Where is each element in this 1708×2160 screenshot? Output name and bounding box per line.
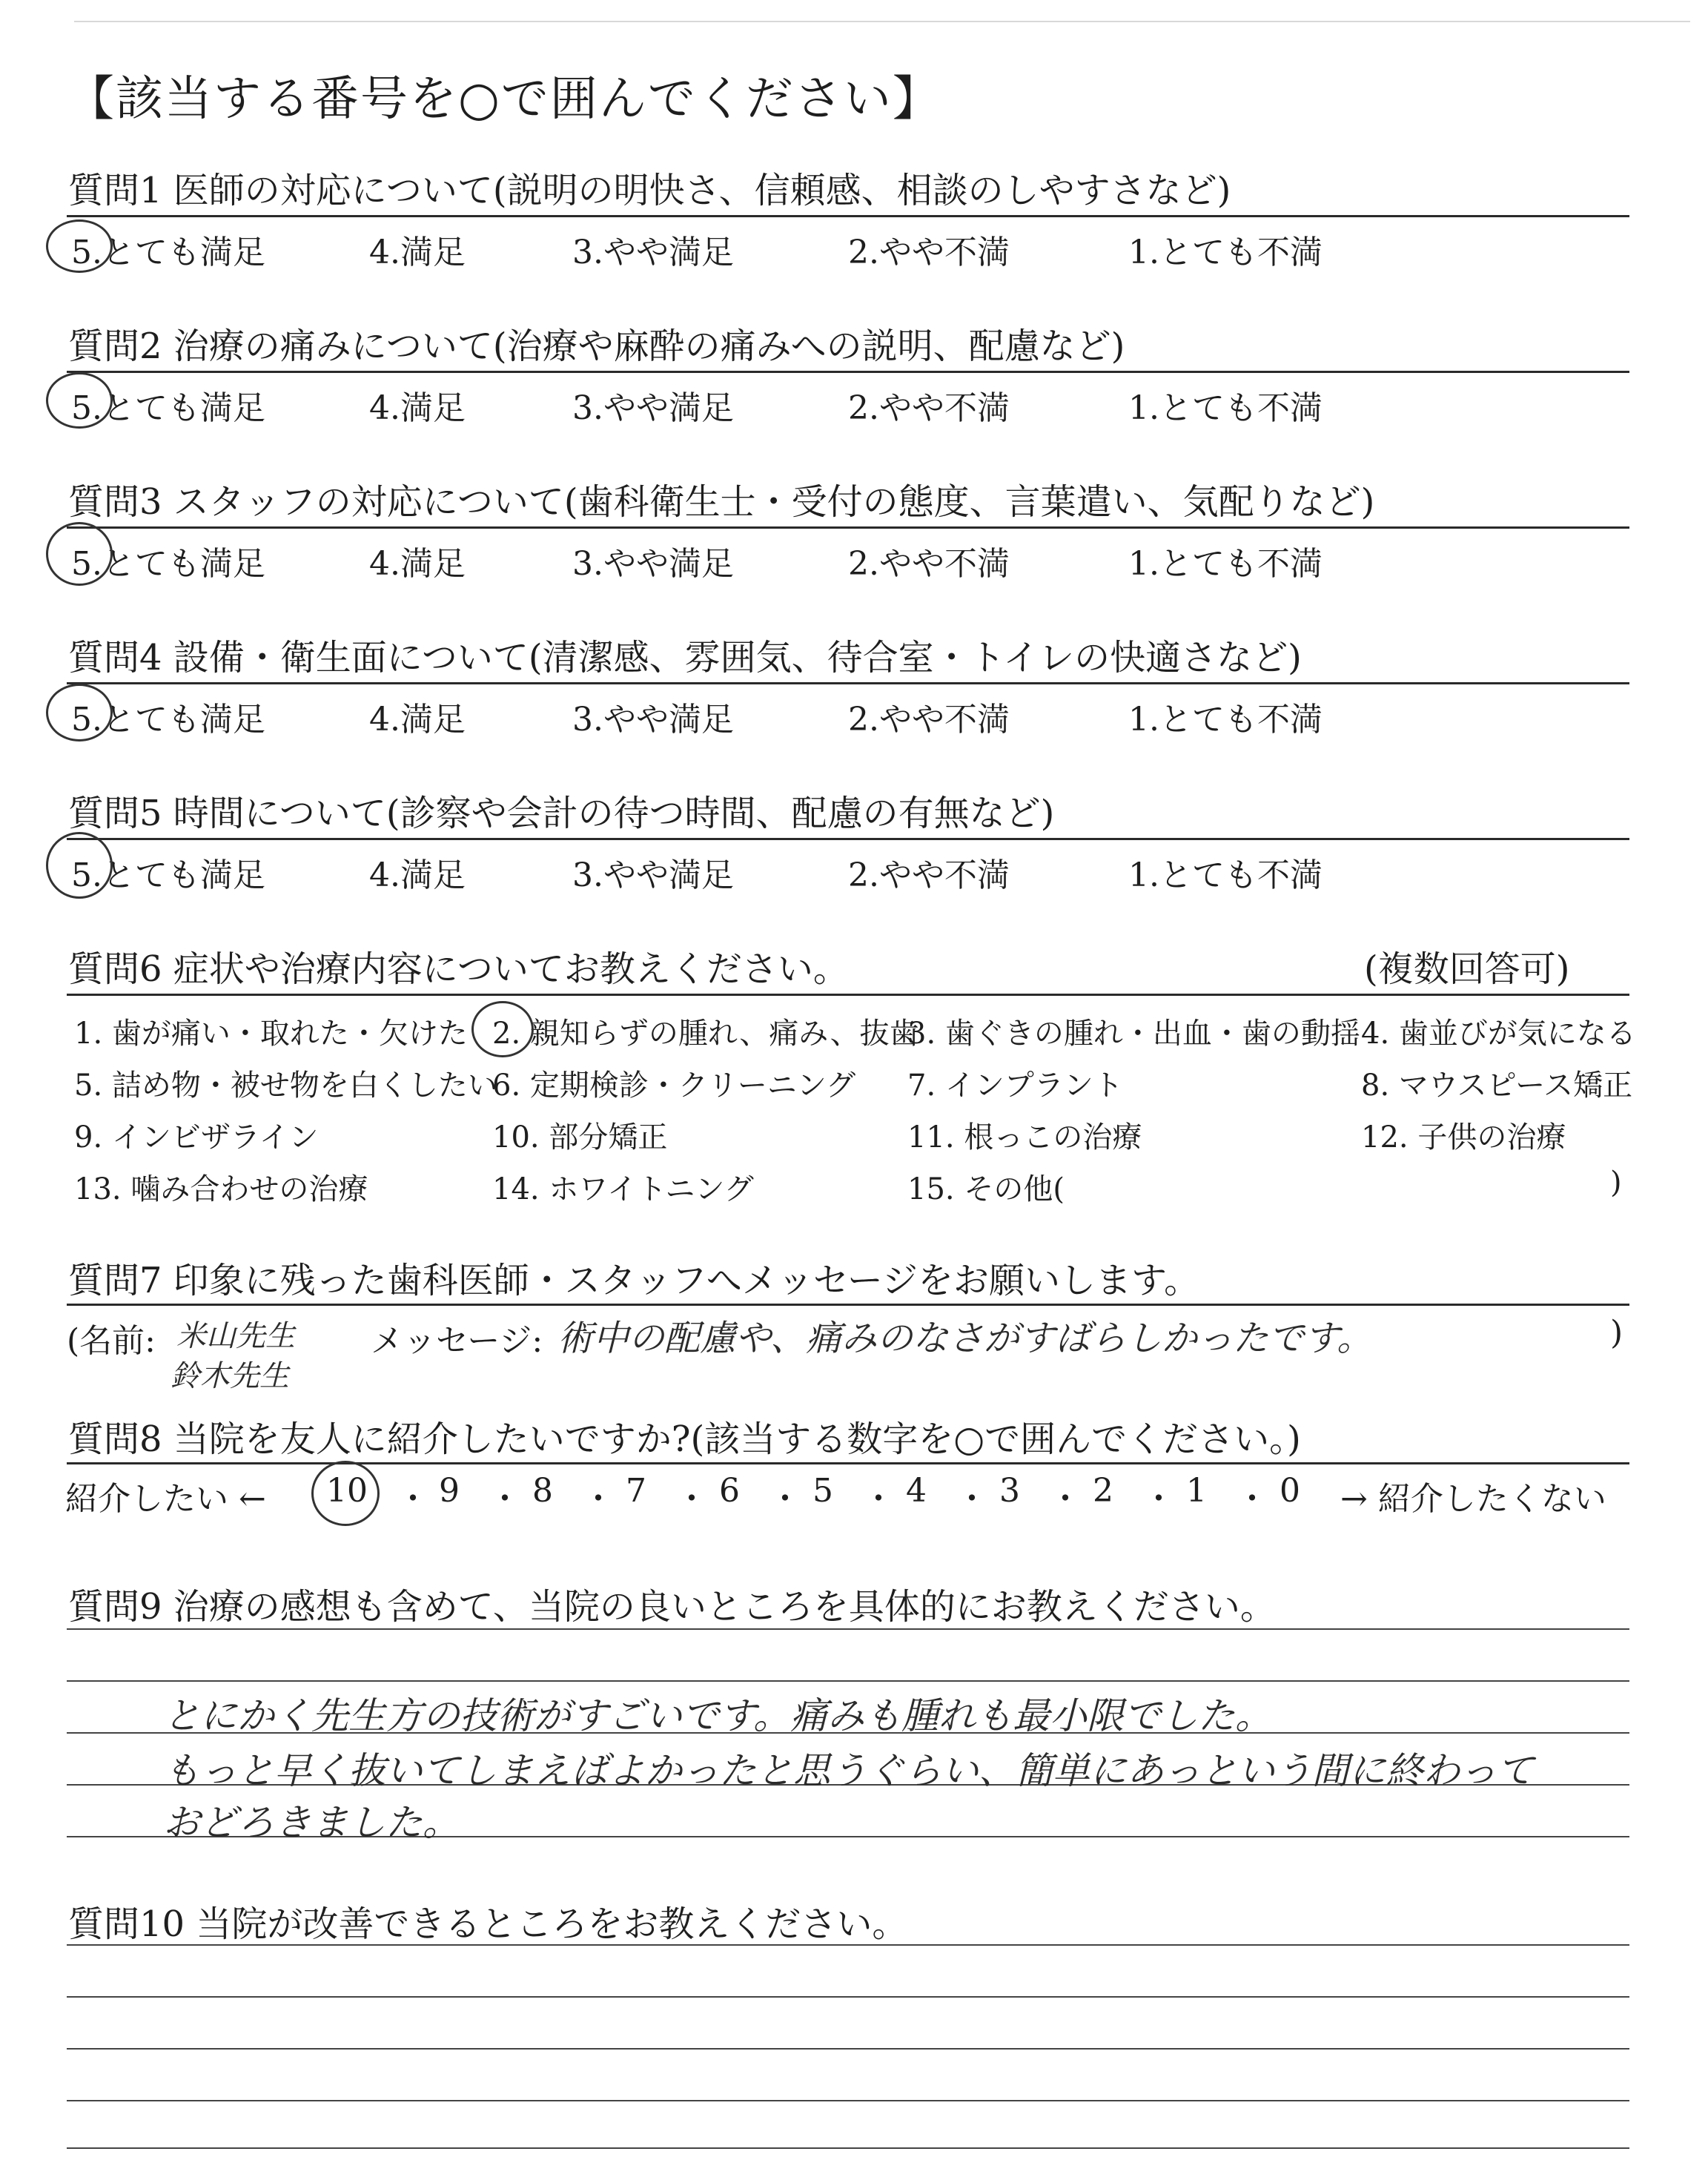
q6-option-1[interactable]: 1. 歯が痛い・取れた・欠けた [74, 1017, 468, 1051]
question-9-title: 質問9 治療の感想も含めて、当院の良いところを具体的にお教えください。 [68, 1586, 1276, 1628]
q8-scale-dot: ・ [862, 1480, 895, 1518]
q8-scale-1[interactable]: 1 [1186, 1472, 1207, 1510]
q10-answer-line [67, 1996, 1629, 1998]
q7-name-value-2[interactable]: 鈴木先生 [171, 1359, 289, 1393]
q2-option-3[interactable]: 3.やや満足 [572, 389, 734, 427]
q8-scale-0[interactable]: 0 [1280, 1472, 1300, 1510]
q7-name-value-1[interactable]: 米山先生 [176, 1319, 295, 1353]
q6-option-2[interactable]: 2. 親知らずの腫れ、痛み、抜歯 [492, 1017, 919, 1051]
q6-option-5[interactable]: 5. 詰め物・被せ物を白くしたい [74, 1069, 497, 1103]
q8-scale-4[interactable]: 4 [906, 1472, 927, 1510]
q5-option-3[interactable]: 3.やや満足 [572, 856, 734, 894]
q8-scale-dot: ・ [1049, 1480, 1082, 1518]
question-4-rule [67, 682, 1629, 684]
q1-option-2[interactable]: 2.やや不満 [848, 234, 1010, 271]
q2-option-2[interactable]: 2.やや不満 [848, 389, 1010, 427]
question-6-title: 質問6 症状や治療内容についてお教えください。 [68, 948, 849, 990]
q6-option-11[interactable]: 11. 根っこの治療 [907, 1120, 1142, 1155]
q6-option-13[interactable]: 13. 噛み合わせの治療 [74, 1172, 368, 1206]
q5-selection-circle [46, 832, 113, 899]
q7-close-paren: ) [1610, 1314, 1623, 1352]
q1-selection-circle [46, 219, 113, 273]
q4-option-2[interactable]: 2.やや不満 [848, 701, 1010, 739]
q8-scale-dot: ・ [1236, 1480, 1268, 1518]
q6-option-12[interactable]: 12. 子供の治療 [1361, 1120, 1566, 1155]
question-2-title: 質問2 治療の痛みについて(治療や麻酔の痛みへの説明、配慮など) [68, 326, 1125, 367]
q5-option-5[interactable]: 5.とても満足 [71, 856, 265, 894]
q7-message-label: メッセージ: [371, 1322, 543, 1360]
question-10-title: 質問10 当院が改善できるところをお教えください。 [68, 1903, 908, 1945]
question-6-rule [67, 994, 1629, 996]
question-7-title: 質問7 印象に残った歯科医師・スタッフへメッセージをお願いします。 [68, 1260, 1200, 1301]
q8-scale-6[interactable]: 6 [719, 1472, 740, 1510]
top-border [74, 21, 1690, 22]
q2-option-1[interactable]: 1.とても不満 [1128, 389, 1323, 427]
q6-option-15[interactable]: 15. その他( [907, 1172, 1065, 1206]
q2-selection-circle [46, 372, 113, 429]
q8-selection-circle [311, 1461, 380, 1526]
q8-right-label: → 紹介したくない [1340, 1480, 1606, 1518]
q9-answer-line-3[interactable]: おどろきました。 [163, 1801, 460, 1844]
q8-left-label: 紹介したい ← [65, 1480, 266, 1518]
q6-option-10[interactable]: 10. 部分矯正 [492, 1120, 668, 1155]
q9-answer-line [67, 1628, 1629, 1630]
q6-option-4[interactable]: 4. 歯並びが気になる [1361, 1017, 1636, 1051]
q10-answer-line [67, 1944, 1629, 1946]
q2-option-5[interactable]: 5.とても満足 [71, 389, 265, 427]
q8-scale-3[interactable]: 3 [999, 1472, 1020, 1510]
q1-option-5[interactable]: 5.とても満足 [71, 234, 265, 271]
q4-option-5[interactable]: 5.とても満足 [71, 701, 265, 739]
q5-option-2[interactable]: 2.やや不満 [848, 856, 1010, 894]
q6-other-close-paren: ) [1610, 1166, 1622, 1200]
q4-option-1[interactable]: 1.とても不満 [1128, 701, 1323, 739]
question-1-title: 質問1 医師の対応について(説明の明快さ、信頼感、相談のしやすさなど) [68, 170, 1231, 211]
q3-option-1[interactable]: 1.とても不満 [1128, 545, 1323, 583]
q10-answer-line [67, 2147, 1629, 2149]
q3-option-4[interactable]: 4.満足 [369, 545, 466, 583]
q8-scale-dot: ・ [956, 1480, 988, 1518]
question-6-note: (複数回答可) [1364, 948, 1570, 990]
q6-selection-circle [471, 1001, 534, 1057]
q3-option-2[interactable]: 2.やや不満 [848, 545, 1010, 583]
q8-scale-8[interactable]: 8 [532, 1472, 553, 1510]
q3-option-3[interactable]: 3.やや満足 [572, 545, 734, 583]
q8-scale-dot: ・ [489, 1480, 521, 1518]
question-4-title: 質問4 設備・衛生面について(清潔感、雰囲気、待合室・トイレの快適さなど) [68, 637, 1302, 678]
q8-scale-dot: ・ [582, 1480, 615, 1518]
q4-option-4[interactable]: 4.満足 [369, 701, 466, 739]
q9-answer-line-2[interactable]: もっと早く抜いてしまえばよかったと思うぐらい、簡単にあっという間に終わって [163, 1749, 1534, 1792]
q5-option-1[interactable]: 1.とても不満 [1128, 856, 1323, 894]
question-8-title: 質問8 当院を友人に紹介したいですか?(該当する数字を○で囲んでください。) [68, 1418, 1301, 1460]
question-3-rule [67, 526, 1629, 529]
q10-answer-line [67, 2100, 1629, 2101]
q10-answer-line [67, 2048, 1629, 2050]
q5-option-4[interactable]: 4.満足 [369, 856, 466, 894]
q8-scale-dot: ・ [675, 1480, 708, 1518]
question-8-rule [67, 1462, 1629, 1464]
q8-scale-9[interactable]: 9 [439, 1472, 460, 1510]
q1-option-4[interactable]: 4.満足 [369, 234, 466, 271]
q8-scale-2[interactable]: 2 [1093, 1472, 1113, 1510]
q6-option-7[interactable]: 7. インプラント [907, 1069, 1123, 1103]
q7-message-value[interactable]: 術中の配慮や、痛みのなさがすばらしかったです。 [557, 1318, 1373, 1359]
q6-option-6[interactable]: 6. 定期検診・クリーニング [492, 1069, 856, 1103]
q8-scale-dot: ・ [1142, 1480, 1175, 1518]
q3-selection-circle [46, 522, 113, 586]
q2-option-4[interactable]: 4.満足 [369, 389, 466, 427]
q9-answer-line-1[interactable]: とにかく先生方の技術がすごいです。痛みも腫れも最小限でした。 [163, 1694, 1272, 1737]
q8-scale-10[interactable]: 10 [326, 1472, 368, 1510]
q6-option-14[interactable]: 14. ホワイトニング [492, 1172, 754, 1206]
q8-scale-7[interactable]: 7 [626, 1472, 646, 1510]
question-7-rule [67, 1304, 1629, 1306]
q8-scale-dot: ・ [397, 1480, 429, 1518]
page-heading: 【該当する番号を○で囲んでください】 [67, 72, 941, 127]
q1-option-1[interactable]: 1.とても不満 [1128, 234, 1323, 271]
q6-option-9[interactable]: 9. インビザライン [74, 1120, 319, 1155]
q4-option-3[interactable]: 3.やや満足 [572, 701, 734, 739]
q6-option-3[interactable]: 3. 歯ぐきの腫れ・出血・歯の動揺 [907, 1017, 1360, 1051]
question-5-title: 質問5 時間について(診察や会計の待つ時間、配慮の有無など) [68, 793, 1055, 834]
question-3-title: 質問3 スタッフの対応について(歯科衛生士・受付の態度、言葉遣い、気配りなど) [68, 481, 1375, 523]
question-1-rule [67, 215, 1629, 217]
q8-scale-dot: ・ [769, 1480, 801, 1518]
question-2-rule [67, 371, 1629, 373]
q9-answer-line [67, 1680, 1629, 1682]
q7-name-label: (名前: [67, 1322, 156, 1360]
q6-option-8[interactable]: 8. マウスピース矯正 [1361, 1069, 1633, 1103]
q3-option-5[interactable]: 5.とても満足 [71, 545, 265, 583]
question-5-rule [67, 838, 1629, 840]
q4-selection-circle [46, 684, 113, 742]
q8-scale-5[interactable]: 5 [812, 1472, 833, 1510]
q1-option-3[interactable]: 3.やや満足 [572, 234, 734, 271]
